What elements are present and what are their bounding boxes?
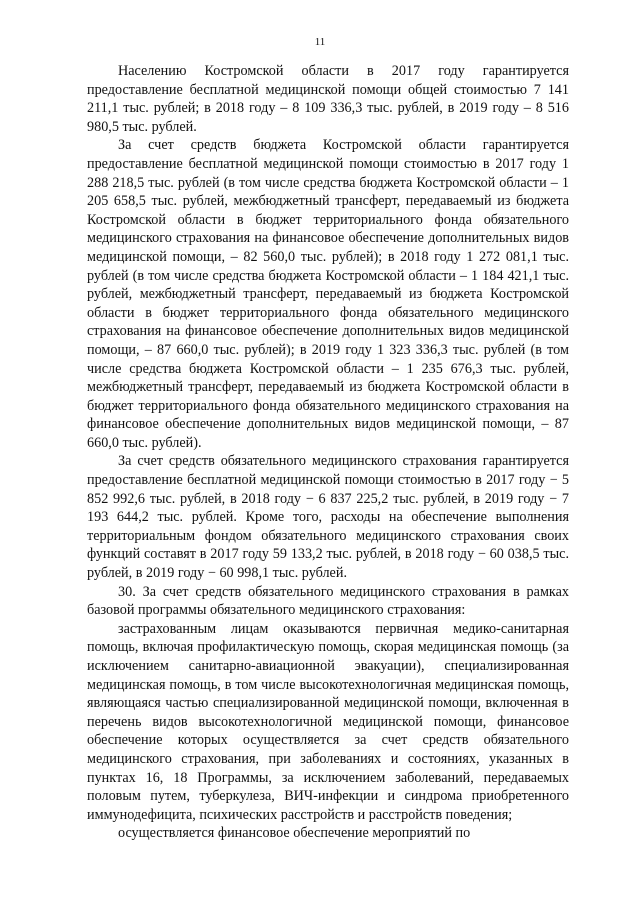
paragraph-oms-funds: За счет средств обязательного медицинского страхования гарантируется предоставление бесплатной медицинской помощи стоимостью в 2017 году − 5 852 992,6 тыс. рублей, в 2018 году − 6 837 225,2 тыс. рублей, в 2019 году − 7 193 644,2 тыс. рублей. Кроме того, расходы на обеспечение выполнения территориальным фондом обязательного медицинского страхования своих функций составят в 2017 году 59 133,2 тыс. рублей, в 2018 году − 60 038,5 тыс. рублей, в 2019 году − 60 998,1 тыс. рублей.	[87, 453, 569, 582]
paragraph-financial-support: осуществляется финансовое обеспечение мероприятий по	[118, 825, 471, 842]
paragraph-section-30: 30. За счет средств обязательного медицинского страхования в рамках базовой программы обязательного медицинского страхования:	[87, 583, 569, 619]
paragraph-insured-persons: застрахованным лицам оказываются первичная медико-санитарная помощь, включая профилактическую помощь, скорая медицинская помощь (за исключением санитарно-авиационной эвакуации), специализированная медицинская помощь, в том числе высокотехнологичная медицинская помощь, являющаяся частью специализированной медицинской помощи, включенная в перечень видов высокотехнологичной медицинской помощи, финансовое обеспечение которых осуществляется за счет средств обязательного медицинского страхования, при заболеваниях и состояниях, указанных в пунктах 16, 18 Программы, за исключением заболеваний, передаваемых половым путем, туберкулеза, ВИЧ-инфекции и синдрома приобретенного иммунодефицита, психических расстройств и расстройств поведения;	[87, 620, 569, 823]
paragraph-regional-budget: За счет средств бюджета Костромской области гарантируется предоставление бесплатной медицинской помощи стоимостью в 2017 году 1 288 218,5 тыс. рублей (в том числе средства бюджета Костромской области – 1 205 658,5 тыс. рублей, межбюджетный трансферт, передаваемый из бюджета Костромской области в бюджет территориального фонда обязательного медицинского страхования на финансовое обеспечение дополнительных видов медицинской помощи, – 82 560,0 тыс. рублей); в 2018 году 1 272 081,1 тыс. рублей (в том числе средства бюджета Костромской области – 1 184 421,1 тыс. рублей, межбюджетный трансферт, передаваемый из бюджета Костромской области в бюджет территориального фонда обязательного медицинского страхования на финансовое обеспечение дополнительных видов медицинской помощи, – 87 660,0 тыс. рублей); в 2019 году 1 323 336,3 тыс. рублей (в том числе средства бюджета Костромской области – 1 235 676,3 тыс. рублей, межбюджетный трансферт, передаваемый из бюджета Костромской области в бюджет территориального фонда обязательного медицинского страхования на финансовое обеспечение дополнительных видов медицинской помощи, – 87 660,0 тыс. рублей).	[87, 137, 569, 451]
document-body	[87, 62, 569, 843]
page-number: 11	[314, 36, 326, 48]
paragraph-total-cost: Населению Костромской области в 2017 году гарантируется предоставление бесплатной медицинской помощи общей стоимостью 7 141 211,1 тыс. рублей; в 2018 году – 8 109 336,3 тыс. рублей, в 2019 году – 8 516 980,5 тыс. рублей.	[87, 63, 569, 135]
